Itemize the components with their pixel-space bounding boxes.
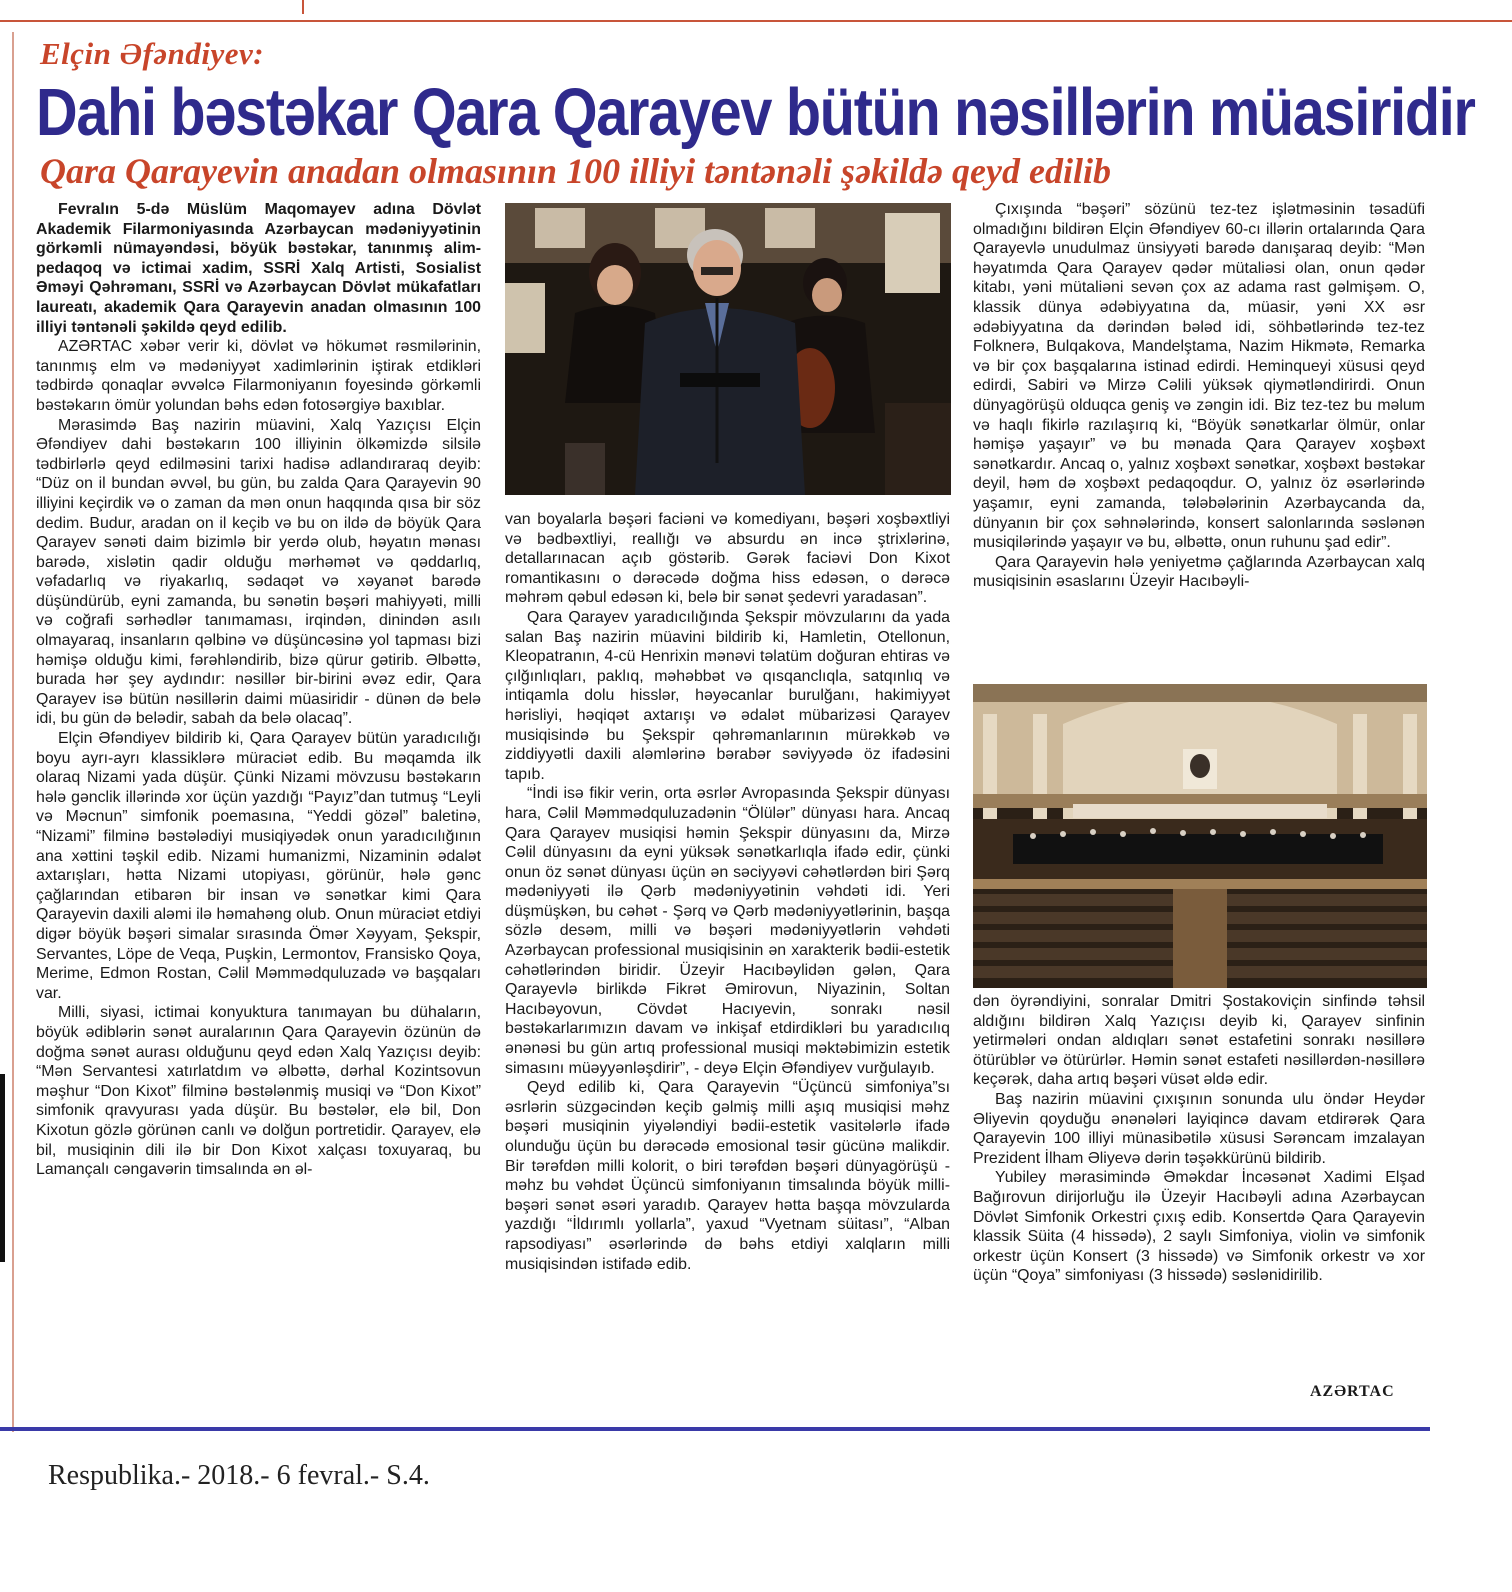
paragraph: Yubiley mərasimində Əməkdar İncəsənət Xadimi Elşad Bağırovun dirijorluğu ilə Üzeyir Hacıbəyli adına Azərbaycan Dövlət Simfonik Orkestri çıxış edib. Konsertdə Qara Qarayevin klassik Süita (4 hissədə), 2 saylı Simfoniya, violin və simfonik orkestr üçün Konsert (3 hissədə) və Simfonik orkestr və xor üçün “Qoya” simfoniyası (3 hissədə) səslənidirilib.	[973, 1169, 1425, 1285]
paragraph: Qara Qarayevin hələ yeniyetmə çağlarında Azərbaycan xalq musiqisinin əsaslarını Üzeyir Hacıbəyli-	[973, 553, 1425, 591]
top-rule	[0, 20, 1512, 22]
photo-speaker-at-podium	[505, 203, 951, 495]
article-lead: Fevralın 5-də Müslüm Maqomayev adına Dövlət Akademik Filarmoniyasında Azərbaycan mədəniyyətinin görkəmli nümayəndəsi, böyük bəstəkar, tanınmış alim-pedaqoq və ictimai xadim, SSRİ Xalq Artisti, Sosialist Əməyi Qəhrəmanı, SSRİ və Azərbaycan Dövlət mükafatları laureatı, akademik Qara Qarayevin anadan olmasının 100 illiyi təntənəli şəkildə qeyd edilib.	[36, 201, 481, 336]
paragraph: dən öyrəndiyini, sonralar Dmitri Şostakoviçin sinfində təhsil aldığını bildirən Xalq Yazıçısı deyib ki, Qarayev sinfinin yetirmələri ondan aldıqları sənət estafetini sonrakı nəsillərə ötürüblər və ötürürlər. Həmin sənət estafeti nəsillərdən-nəsillərə keçərək, daha artıq bəşəri vüsət əldə edir.	[973, 993, 1425, 1089]
column-3-top	[973, 200, 1425, 592]
left-rule	[12, 32, 14, 1432]
column-2	[505, 510, 950, 1274]
paragraph: van boyalarla bəşəri faciəni və komediyanı, bəşəri xoşbəxtliyi və bədbəxtliyi, reallığı və absurdu ən incə ştrixlərinə, detallarınacan açıb göstərib. Gərək faciəvi Don Kixot romantikasını o dərəcədə doğma hiss edəsən, o dərəcə məhrəm qəbul edəsən ki, belə bir sənət şedevri yaradasan”.	[505, 511, 950, 607]
paragraph: Elçin Əfəndiyev bildirib ki, Qara Qarayev bütün yaradıcılığı boyu ayrı-ayrı klassiklərə müraciət edib. Bu məqamda ilk olaraq Nizami yada düşür. Çünki Nizami mövzusu bəstəkarın hələ gənclik illərində xor üçün yazdığı “Payız”dan tutmuş “Leyli və Məcnun” simfonik poemasına, “Yeddi gözəl” baletinə, “Nizami” filminə bəstələdiyi musiqiyədək onun yaradıcılığının ana xəttini təşkil edib. Nizami humanizmi, Nizaminin ədalət axtarışları, hətta Nizami utopiyası, görünür, hələ gənc çağlarından etibarən bir insan və sənətkar kimi Qara Qarayevin daxili aləmi ilə həmahəng olub. Onun müraciət etdiyi digər böyük bəşəri simalar sırasında Ömər Xəyyam, Şekspir, Servantes, Löpe de Veqa, Puşkin, Lermontov, Fransisko Qoya, Merime, Edmon Rostan, Cəlil Məmmədquluzadə və başqaları var.	[36, 730, 481, 1002]
article-kicker: Elçin Əfəndiyev:	[40, 36, 265, 71]
paragraph: “İndi isə fikir verin, orta əsrlər Avropasında Şekspir dünyası hara, Cəlil Məmmədquluzadənin “Ölülər” dünyası hara. Ancaq Qara Qarayev musiqisi həmin Şekspir dünyasını da, Mirzə Cəlil dünyasını da eyni yüksək sənətkarlıqla ifadə edir, çünki onun öz sənət dünyası üçün ən səciyyəvi cəhətlərdən biri Şərq mədəniyyəti ilə Qərb mədəniyyətinin vəhdəti idi. Yeri düşmüşkən, bu cəhət - Şərq və Qərb mədəniyyətlərinin, başqa sözlə desəm, milli və bəşəri mədəniyyətlərin vəhdəti Azərbaycan professional musiqisinin ən xarakterik bədii-estetik cəhətlərindən biridir. Üzeyir Hacıbəylidən gələn, Qara Qarayevlə birlikdə Fikrət Əmirovun, Niyazinin, Soltan Hacıbəyovun, Cövdət Hacıyevin, sonrakı nəsil bəstəkarlarımızın davam və inkişaf etdirdikləri bu yaradıcılıq ənənəsi bu gün artıq professional musiqi məktəbimizin estetik simasını müəyyənləşdirir”, - deyə Elçin Əfəndiyev vurğulayıb.	[505, 785, 950, 1077]
source-citation: Respublika.- 2018.- 6 fevral.- S.4.	[48, 1460, 430, 1491]
paragraph: Baş nazirin müavini çıxışının sonunda ulu öndər Heydər Əliyevin qoyduğu ənənələri layiqincə davam etdirərək Qara Qarayevin 100 illiyi münasibətilə xüsusi Sərəncam imzalayan Prezident İlham Əliyevə dərin təşəkkürünü bildirib.	[973, 1090, 1425, 1167]
article-subheadline: Qara Qarayevin anadan olmasının 100 illiyi təntənəli şəkildə qeyd edilib	[40, 151, 1111, 191]
article-headline: Dahi bəstəkar Qara Qarayev bütün nəsillərin müasiridir	[36, 75, 1475, 150]
paragraph: Qara Qarayev yaradıcılığında Şekspir mövzularını da yada salan Baş nazirin müavini bildirib ki, Hamletin, Otellonun, Kleopatranın, 4-cü Henrixin mənəvi təlatüm doğuran ehtiras və çılğınlıqları, paklıq, məhəbbət və qısqanclıqla, satqınlıq və intiqamla dolu hisslər, həyəcanlar burulğanı, hakimiyyət hərisliyi, həqiqət axtarışı və ədalət mübarizəsi Qarayev musiqisində bu Şekspir qəhrəmanlarının mürəkkəb və ziddiyyətli daxili aləmlərinə bərabər səviyyədə öz ifadəsini tapıb.	[505, 608, 950, 783]
paragraph: Qeyd edilib ki, Qara Qarayevin “Üçüncü simfoniya”sı əsrlərin süzgəcindən keçib gəlmiş milli aşıq musiqisi məhz bəşəri musiqinin yiyələndiyi bədii-estetik vasitələrlə ifadə olunduğu üçün bu dərəcədə emosional təsir gücünə malikdir. Bir tərəfdən milli kolorit, o biri tərəfdən bəşəri dünyagörüşü - məhz bu vəhdət Üçüncü simfoniyanın timsalında böyük milli-bəşəri sənət əsəri yaradıb. Qarayev hətta başqa mövzularda yazdığı “İldırımlı yollarla”, yaxud “Vyetnam süitası”, “Alban rapsodiyası” əsərlərində də bəhs etdiyi xalqların milli musiqisindən istifadə edib.	[505, 1079, 950, 1273]
paragraph: Milli, siyasi, ictimai konyuktura tanımayan bu dühaların, böyük ədiblərin sənət auralarının Qara Qarayevin özünün də doğma sənət aurası olduğunu qeyd edən Xalq Yazıçısı deyib: “Mən Servantesi xatırlatdım və əlbəttə, dərhal Kozintsovun məşhur “Don Kixot” filminə bəstələnmiş musiqi və “Don Kixot” simfonik qravyurası yada düşür. Bu bəstələr, elə bil, Don Kixotun gözlə görünən canlı və dolğun portretidir. Qarayev, elə bil, musiqinin dili ilə bir Don Kixot xalçası toxuyaraq, bu Lamançalı cəngavərin timsalında ən əl-	[36, 1004, 481, 1179]
paragraph: AZƏRTAC xəbər verir ki, dövlət və hökumət rəsmilərinin, tanınmış elm və mədəniyyət xadimlərinin iştirak etdikləri tədbirdə qonaqlar əvvəlcə Filarmoniyanın foyesində görkəmli bəstəkarın ömür yolundan bəhs edən fotosərgiyə baxıblar.	[36, 338, 481, 414]
agency-credit: AZƏRTAC	[1310, 1383, 1395, 1400]
paragraph: Çıxışında “bəşəri” sözünü tez-tez işlətməsinin təsadüfi olmadığını bildirən Elçin Əfəndiyev 60-cı illərin ortalarında Qara Qarayevlə unudulmaz ünsiyyəti barədə danışaraq deyib: “Mən həyatımda Qara Qarayev qədər mütaliəsi olan, onun qədər kitabı, yəni mütaliəni sevən çox az adama rast gəlmişəm. O, klassik dünya ədəbiyyatına da, müasir, yəni XX əsr ədəbiyyatına da dərindən bələd idi, söhbətlərində tez-tez Folknerə, Bulqakova, Mandelştama, Nazim Hikmətə, Remarka və bir çox başqalarına istinad edirdi. Heminqueyi xüsusi qeyd edirdi, Sabiri və Mirzə Cəlili yüksək qiymətləndirirdi. Onun dünyagörüşü olduqca geniş və zəngin idi. Biz tez-tez bu məlum və haqlı fikirlə razılaşırıq ki, “Böyük sənətkarlar ölmür, onlar həmişə yaşayır” və bu mənada Qara Qarayev xoşbəxt sənətkardır. Ancaq o, yalnız xoşbəxt sənətkar, xoşbəxt bəstəkar deyil, həm də xoşbəxt pedaqoqdur. O, yalnız öz əsərlərində yaşamır, eyni zamanda, tələbələrinin Azərbaycanda da, dünyanın bir çox səhnələrində, konsert salonlarında səslənən musiqilərində yaşayır və bu, əlbəttə, onun ruhunu şad edir”.	[973, 201, 1425, 552]
paragraph: Mərasimdə Baş nazirin müavini, Xalq Yazıçısı Elçin Əfəndiyev dahi bəstəkarın 100 illiyinin ölkəmizdə silsilə tədbirlərlə qeyd edilməsini tarixi hadisə adlandıraraq deyib: “Düz on il bundan əvvəl, bu gün, bu zalda Qara Qarayevin 90 illiyini keçirdik və o zaman da mən onun haqqında qısa bir söz dedim. Budur, aradan on il keçib və bu on ildə də böyük Qara Qarayev sənəti daim bizimlə bir yerdə olub, həyatın mənası barədə, xislətin qadir olduğu mərhəmət və qəddarlıq, vəfadarlıq və riyakarlıq, sədaqət və xəyanət barədə düşündürüb, eyni zamanda, bu sənətin bəşəri mahiyyəti, milli və coğrafi sərhədlər tanımaması, irqindən, dinindən asılı olmayaraq, insanların qəlbinə və düşüncəsinə yol tapması bizi həmişə olduğu kimi, fərəhləndirib, bizə qürur gətirib. Əlbəttə, burada hər şey aydındır: nəsillər bir-birini əvəz edir, Qara Qarayev isə bütün nəsillərin daimi müasiridir - dünən də belə idi, bu gün də belədir, sabah da belə olacaq”.	[36, 416, 481, 728]
column-1	[36, 200, 481, 1180]
scan-edge-mark	[0, 1074, 5, 1262]
top-rule-tick	[302, 0, 304, 14]
column-3-bottom	[973, 992, 1425, 1286]
photo-concert-hall	[973, 684, 1427, 988]
bottom-rule	[0, 1427, 1430, 1431]
